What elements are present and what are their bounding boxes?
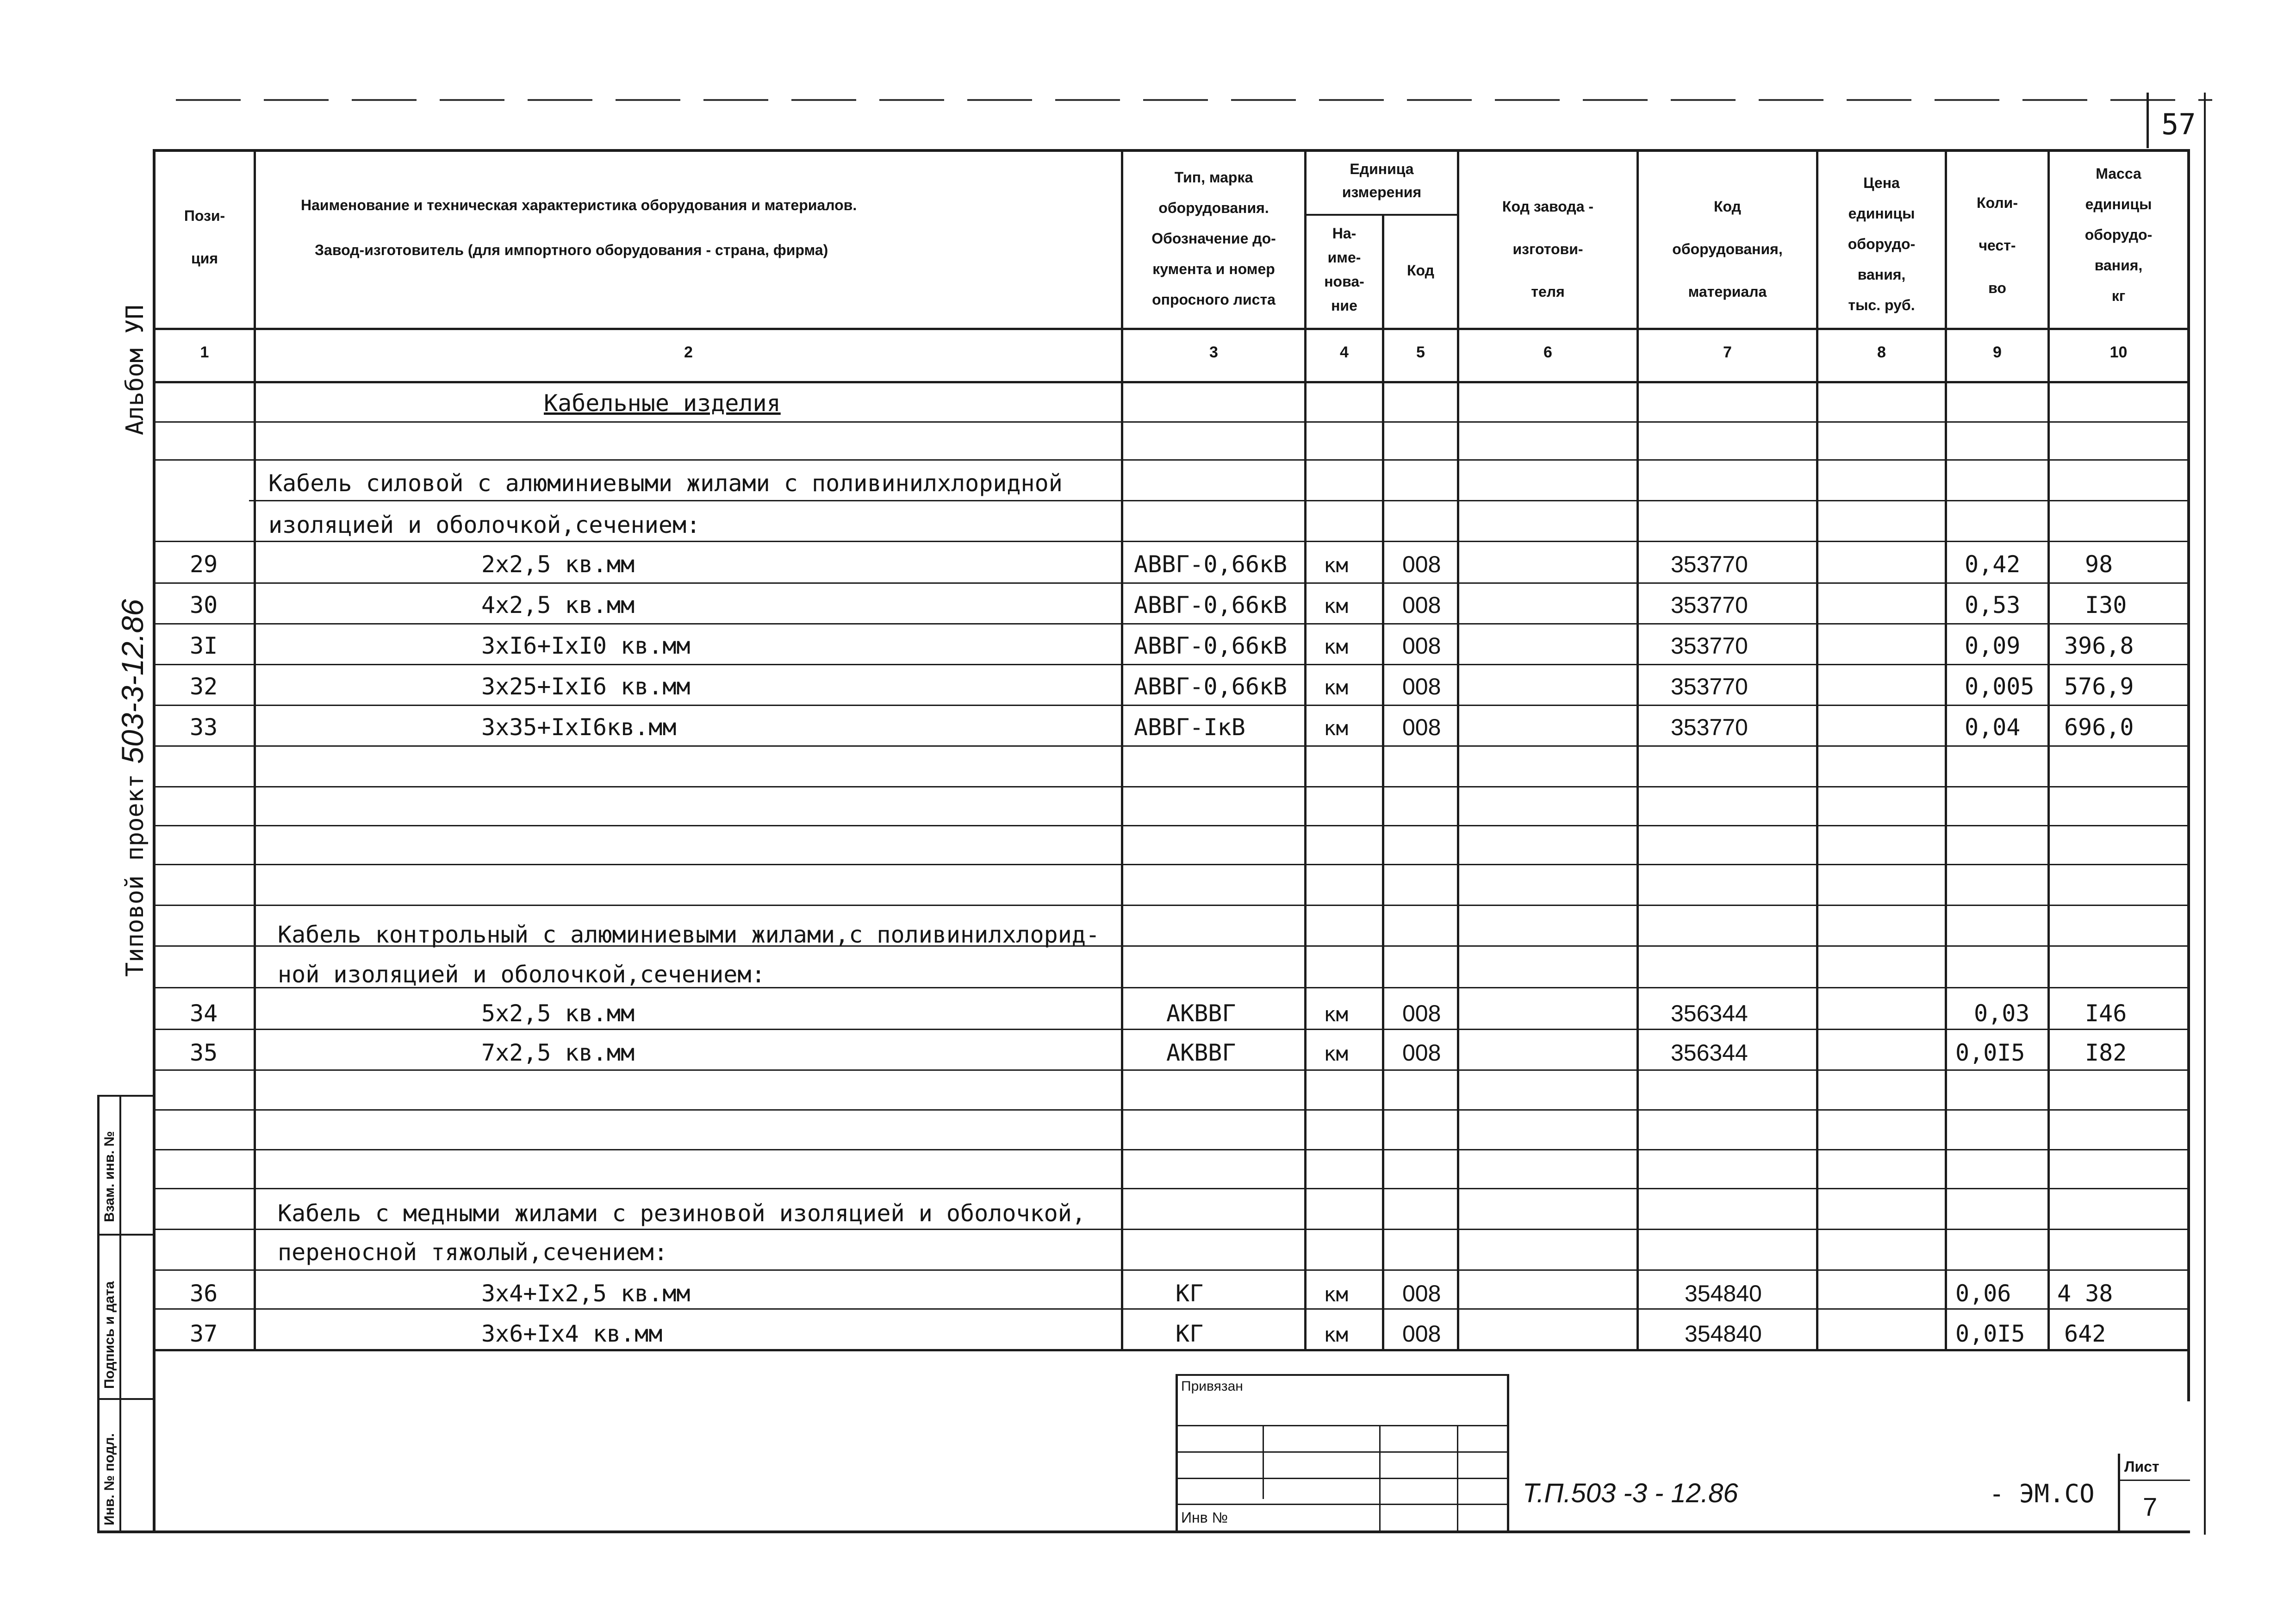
stamp-inv-podl: Инв. № подл. (102, 1433, 117, 1525)
footer-list-label: Лист (2124, 1458, 2159, 1475)
frame-right-outer (2204, 93, 2206, 1535)
stamp-col-mid (119, 1095, 121, 1533)
header-bottom (153, 328, 2190, 330)
footer-inv-no: Инв № (1181, 1509, 1228, 1526)
header-unit-group: Единица измерения (1342, 161, 1422, 200)
stamp-podpis-data: Подпись и дата (102, 1281, 117, 1389)
top-dashed-line (176, 99, 2212, 101)
side-album: Альбом УП (121, 305, 149, 435)
group3-desc-line1: Кабель с медными жилами с резиновой изоляцией и оболочкой, (278, 1200, 1086, 1227)
stamp-vzam-inv: Взам. инв. № (102, 1131, 117, 1222)
header-col10: Масса единицы оборудо- вания, кг (2084, 165, 2153, 304)
side-project-label: Типовой проект (121, 774, 149, 977)
footer-privyazan: Привязан (1181, 1379, 1243, 1394)
footer-doc-suffix: - ЭМ.СО (1989, 1479, 2095, 1508)
header-col2-line2: Завод-изготовитель (для импортного оборудования - страна, фирма) (315, 242, 828, 258)
section-title: Кабельные изделия (544, 390, 781, 417)
group2-desc-line1: Кабель контрольный с алюминиевыми жилами,с поливинилхлорид- (278, 921, 1100, 948)
group2-desc-line2: ной изоляцией и оболочкой,сечением: (278, 961, 765, 988)
frame-bottom (97, 1530, 2190, 1533)
side-project-number: 503-3-12.86 (115, 599, 149, 764)
footer-list-number: 7 (2143, 1492, 2158, 1521)
sheet-corner-number: 57 (2161, 107, 2196, 141)
header-col1: Пози- ция (184, 207, 225, 267)
stamp-col-left (97, 1095, 100, 1533)
frame-top (153, 149, 2190, 152)
footer-doc-code: Т.П.503 -3 - 12.86 (1523, 1478, 1738, 1508)
group1-desc-line2: изоляцией и оболочкой,сечением: (268, 512, 701, 538)
colnum-bottom (153, 381, 2190, 383)
header-col7: Код оборудования, материала (1672, 198, 1783, 300)
header-col6: Код завода - изготови- теля (1502, 198, 1594, 300)
frame-right (2187, 149, 2190, 1401)
header-col2-line1: Наименование и техническая характеристика оборудования и материалов. (301, 197, 857, 213)
header-col8: Цена единицы оборудо- вания, тыс. руб. (1848, 175, 1916, 313)
unit-group-line (1305, 214, 1458, 216)
group3-desc-line2: переносной тяжолый,сечением: (278, 1239, 668, 1266)
corner-box-left (2147, 93, 2149, 148)
header-col3: Тип, марка оборудования. Обозначение до- кумента и номер опросного листа (1151, 169, 1276, 308)
group1-desc-line1: Кабель силовой с алюминиевыми жилами с поливинилхлоридной (268, 470, 1063, 497)
header-col4: На- име- нова- ние (1324, 225, 1364, 314)
header-col5: Код (1407, 262, 1434, 279)
header-col9: Коли- чест- во (1977, 194, 2018, 296)
